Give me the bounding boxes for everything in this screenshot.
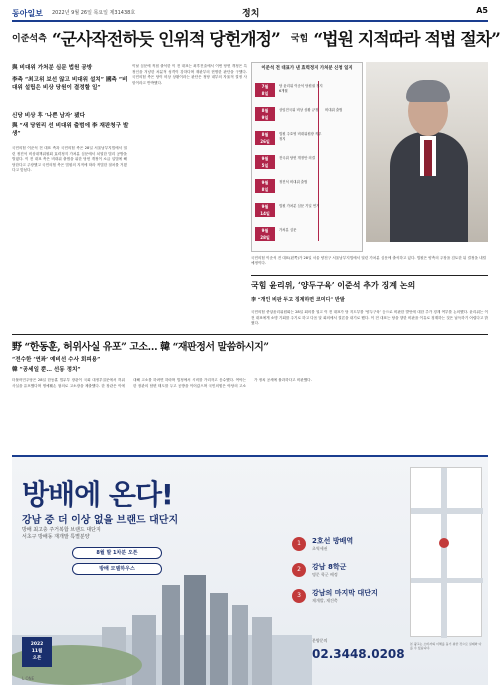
timeline-row — [255, 203, 361, 227]
newspaper-logo: 동아일보 — [12, 8, 43, 18]
timeline-event: 법원 주호영 비대위원장 직무정지 — [279, 132, 322, 141]
ad-title: 방배에 온다! — [22, 478, 173, 511]
timeline-event: 당 윤리위 이준석 당원권 정지 6개월 — [279, 84, 323, 93]
ad-phone[interactable]: 02.3448.0208 — [312, 647, 405, 661]
ad-pill: 8월 말 1차분 오픈 — [72, 547, 162, 559]
timeline-row — [255, 131, 361, 155]
timeline-date: 9월 28일 — [255, 227, 275, 241]
page-number: A5 — [476, 6, 488, 15]
timeline-date: 8월 26일 — [255, 131, 275, 145]
story3-subhead-1: “전수한 ‘연좌’ 예비선 수사 회피용” — [12, 357, 101, 363]
ad-feature: 강남 8학군 명문 학군 배정 — [312, 563, 347, 577]
story3-headline: 野 “한동훈, 허위사실 유포” 고소… 韓 “재판정서 말씀하시지” — [12, 342, 269, 353]
issue-date: 2022년 9월 26일 목요일 제31438호 — [52, 10, 136, 16]
timeline-date: 7월 8일 — [255, 83, 275, 97]
photo-figure-tie — [424, 140, 432, 176]
ad-line: 방배 최고층 주거복합 브랜드 대단지 — [22, 527, 101, 533]
photo-figure-hair — [406, 80, 450, 102]
timeline-row — [255, 179, 361, 203]
section-divider — [251, 275, 488, 276]
map-pin-icon — [439, 538, 449, 548]
section-name: 정치 — [242, 9, 260, 19]
ad-disclaimer: 본 광고는 소비자의 이해를 돕기 위한 것으로 실제와 다를 수 있습니다. — [410, 642, 482, 651]
story2-subhead: 李 “개인 비판 두고 징계하면 코미디” 반발 — [251, 297, 345, 303]
ad-calendar-badge: 2022 11월 오픈 — [22, 637, 52, 667]
timeline-event: 법원 가처분 심문 기일 연기 — [279, 204, 320, 208]
page-header — [12, 6, 488, 20]
story1-body-col1: 국민의힘 이준석 전 대표 측과 국민의힘 측은 28일 서울남부지법에서 열린 정진석 비상대책위원회 효력정지 가처분 심문에서 치열한 법리 공방을 벌였다. 이 전 대표 측은 비대위 출범을 위한 당헌 개정이 소급 입법에 해당한다고 주장했고 국민의힘 측은 법원의 지적에 따라 적법한 절차를 거쳤다고 맞섰다. — [12, 146, 127, 173]
ad-feature: 강남의 마지막 대단지 재개발, 재건축 — [312, 589, 378, 603]
timeline-date: 8월 9일 — [255, 107, 275, 121]
timeline-date: 9월 14일 — [255, 203, 275, 217]
story2-body: 국민의힘 중앙윤리위원회는 28일 회의를 열고 이 전 대표가 당 지도부를 ‘양두구육’ 등으로 비판한 발언에 대한 추가 징계 여부를 논의했다. 윤리위는 이 전 대표에게 소명 기회를 주기로 하고 다음 달 회의에서 결론을 내기로 했다. 이 전 대표는 당을 향한 비판을 이유로 징계하는 것은 납득하기 어렵다고 밝혔다. — [251, 310, 488, 326]
story1-subhead-4: 與 “새 당원리 선 비대위 출범에 李 재판청구 발생” — [12, 123, 129, 137]
story1-subhead-3: 신당 비상 후 ‘나쁜 남자’ 됐다 — [12, 113, 86, 119]
ad-feature: 2호선 방배역 초역세권 — [312, 537, 354, 551]
main-headline — [12, 25, 500, 59]
story1-body-col2: 이날 심문에 직접 출석한 이 전 대표는 최후진술에서 이번 당헌 개정은 특정인을 겨냥한 처분적 성격이 강하다며 재판부의 현명한 판단을 구했다. 국민의힘 측은 당이 비상 상황이라는 판단은 정당 내부의 자율적 결정 사항이라고 반박했다. — [132, 64, 247, 85]
timeline-event: 전국위 당헌 개정안 의결 — [279, 156, 315, 160]
ad-location-map — [410, 467, 482, 637]
timeline-title: 이준석 전 대표가 낸 효력정지 가처분 신청 일지 — [261, 66, 353, 71]
ad-pill: 방배 모델하우스 — [72, 563, 162, 575]
feature-number-icon: 1 — [292, 537, 306, 551]
ad-brand: L ONE — [22, 676, 35, 681]
story3-subhead-2: 韓 “공세일 뿐… 선동 정치” — [12, 367, 81, 373]
quote-lee: “군사작전하듯 인위적 당헌개정” — [51, 30, 280, 50]
story3-body: 더불어민주당은 28일 한동훈 법무부 장관이 국회 대정부질문에서 허위 사실을 유포했다며 명예훼손 혐의로 고소장을 제출했다. 한 장관은 이에 대해 고소를 하려면 하라며 법정에서 시비를 가리자고 응수했다. 여야는 한 장관의 답변 태도를 두고 공방을 이어갔으며 국민의힘은 야당의 고소가 정치 공세에 불과하다고 비판했다. — [12, 378, 312, 388]
quote-party: “법원 지적따라 적법 절차” — [313, 30, 500, 50]
lawsuit-timeline — [251, 62, 363, 252]
section-divider — [12, 334, 488, 335]
ad-phone-label: 분양문의 — [312, 638, 328, 643]
news-photo — [366, 62, 488, 242]
speaker-lee: 이준석측 — [12, 34, 47, 44]
timeline-event: 가처분 심문 — [279, 228, 297, 232]
story1-subhead-1: 與 비대위 가처분 심문 법원 공방 — [12, 65, 93, 71]
timeline-row — [255, 83, 361, 107]
feature-number-icon: 3 — [292, 589, 306, 603]
ad-skyline-illustration — [12, 565, 312, 685]
timeline-date: 9월 5일 — [255, 155, 275, 169]
story2-headline: 국힘 윤리위, ‘양두구육’ 이준석 추가 징계 논의 — [251, 280, 416, 290]
photo-caption: 국민의힘 이준석 전 대표(왼쪽)가 28일 서울 양천구 서울남부지법에서 열린 가처분 심문에 출석하고 있다. 법원은 양측의 주장을 검토한 뒤 결정을 내릴 예정이다. — [251, 256, 487, 266]
speaker-party: 국힘 — [290, 34, 309, 44]
timeline-row — [255, 107, 361, 131]
timeline-event: 정진석 비대위 출범 — [279, 180, 308, 184]
timeline-event: 상임전국위 비상 상황 규정 — [279, 108, 319, 112]
ad-subtitle: 강남 중 더 이상 없을 브랜드 대단지 — [22, 515, 179, 526]
ad-line: 서초구 방배동 재개발 특별분양 — [22, 534, 90, 540]
timeline-date: 9월 8일 — [255, 179, 275, 193]
timeline-row — [255, 155, 361, 179]
timeline-note: 비대위 출범 — [325, 108, 343, 112]
header-rule — [12, 20, 488, 22]
advertisement[interactable] — [12, 455, 488, 685]
feature-number-icon: 2 — [292, 563, 306, 577]
timeline-row — [255, 227, 361, 251]
ad-lines — [22, 527, 172, 541]
story1-subhead-2: 李측 “최고위 보선 않고 비대위 설치” 國측 “비대위 설립은 비상 당원이 결정할 일” — [12, 77, 128, 91]
